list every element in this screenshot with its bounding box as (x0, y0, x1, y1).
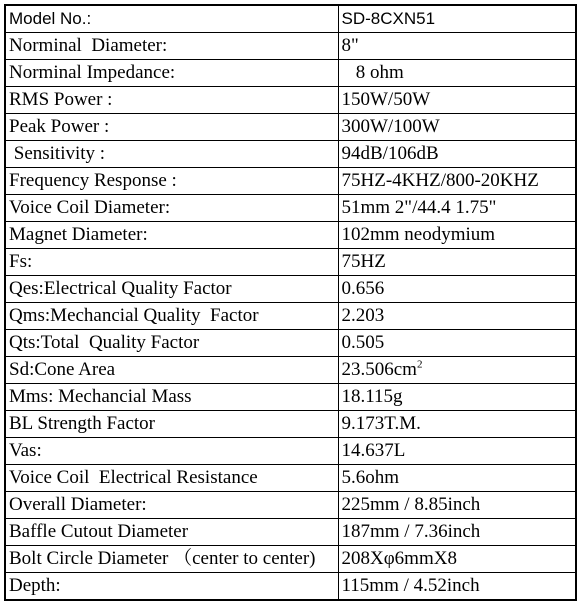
spec-value-text: 0.505 (341, 332, 385, 353)
spec-value (338, 573, 576, 601)
spec-value (338, 5, 576, 33)
speaker-spec-table (4, 4, 577, 601)
spec-label: Fs: (5, 249, 338, 276)
spec-label: Voice Coil Electrical Resistance (5, 465, 338, 492)
spec-value-text: 187mm / 7.36inch (341, 521, 481, 542)
spec-value (338, 357, 576, 384)
spec-value-text: 23.506cm (341, 359, 417, 380)
spec-label: Qms:Mechancial Quality Factor (5, 303, 338, 330)
spec-row (5, 546, 576, 573)
spec-value-text: 5.6ohm (341, 467, 400, 488)
spec-value-text: 2.203 (341, 305, 385, 326)
spec-value-text: 208Xφ6mmX8 (341, 548, 457, 569)
spec-row (5, 330, 576, 357)
spec-value (338, 438, 576, 465)
spec-row (5, 519, 576, 546)
spec-value-text: 225mm / 8.85inch (341, 494, 481, 515)
spec-value (338, 141, 576, 168)
spec-row (5, 357, 576, 384)
spec-value-superscript: 2 (416, 358, 423, 371)
spec-label: Qts:Total Quality Factor (5, 330, 338, 357)
spec-label: Overall Diameter: (5, 492, 338, 519)
spec-value-text: 0.656 (341, 278, 385, 299)
spec-value (338, 330, 576, 357)
spec-label: Sd:Cone Area (5, 357, 338, 384)
spec-label: Depth: (5, 573, 338, 601)
spec-value-text: 102mm neodymium (341, 224, 496, 245)
spec-value-text: 8" (341, 35, 359, 56)
spec-value (338, 87, 576, 114)
spec-value (338, 384, 576, 411)
spec-value (338, 33, 576, 60)
spec-value (338, 303, 576, 330)
spec-label: Frequency Response : (5, 168, 338, 195)
spec-row (5, 492, 576, 519)
spec-label: Norminal Impedance: (5, 60, 338, 87)
spec-table-body (5, 5, 576, 600)
spec-label: Vas: (5, 438, 338, 465)
spec-value (338, 195, 576, 222)
spec-row (5, 195, 576, 222)
spec-value (338, 546, 576, 573)
spec-value-text: 75HZ-4KHZ/800-20KHZ (341, 170, 539, 191)
spec-row (5, 384, 576, 411)
spec-label: Magnet Diameter: (5, 222, 338, 249)
spec-value (338, 114, 576, 141)
spec-label: Model No.: (5, 5, 338, 33)
spec-row (5, 33, 576, 60)
spec-value (338, 60, 576, 87)
spec-row (5, 114, 576, 141)
spec-value (338, 168, 576, 195)
spec-label: Bolt Circle Diameter （center to center) (5, 546, 338, 573)
spec-value-text: 75HZ (341, 251, 386, 272)
spec-row (5, 465, 576, 492)
spec-value (338, 222, 576, 249)
spec-value-text: 14.637L (341, 440, 406, 461)
spec-row (5, 60, 576, 87)
spec-value-text: 9.173T.M. (341, 413, 421, 434)
spec-row (5, 276, 576, 303)
spec-value-text: 8 ohm (341, 62, 404, 83)
spec-value-text: 150W/50W (341, 89, 431, 110)
spec-value (338, 249, 576, 276)
spec-row (5, 438, 576, 465)
spec-value-text: 300W/100W (341, 116, 440, 137)
spec-value-text: 94dB/106dB (341, 143, 439, 164)
spec-value (338, 411, 576, 438)
spec-row (5, 249, 576, 276)
spec-row (5, 222, 576, 249)
spec-label: Sensitivity : (5, 141, 338, 168)
spec-row (5, 5, 576, 33)
spec-row (5, 411, 576, 438)
spec-label: Baffle Cutout Diameter (5, 519, 338, 546)
spec-value-text: 51mm 2"/44.4 1.75" (341, 197, 497, 218)
spec-label: BL Strength Factor (5, 411, 338, 438)
spec-row (5, 573, 576, 601)
spec-value-text: 115mm / 4.52inch (341, 575, 480, 596)
spec-value (338, 465, 576, 492)
spec-value (338, 519, 576, 546)
spec-value (338, 492, 576, 519)
spec-value-text: 18.115g (341, 386, 403, 407)
spec-label: Norminal Diameter: (5, 33, 338, 60)
spec-label: Peak Power : (5, 114, 338, 141)
spec-value (338, 276, 576, 303)
spec-label: Mms: Mechancial Mass (5, 384, 338, 411)
spec-label: RMS Power : (5, 87, 338, 114)
spec-row (5, 141, 576, 168)
spec-label: Qes:Electrical Quality Factor (5, 276, 338, 303)
spec-value-text: SD-8CXN51 (341, 9, 436, 28)
spec-label: Voice Coil Diameter: (5, 195, 338, 222)
spec-row (5, 87, 576, 114)
spec-row (5, 168, 576, 195)
spec-row (5, 303, 576, 330)
